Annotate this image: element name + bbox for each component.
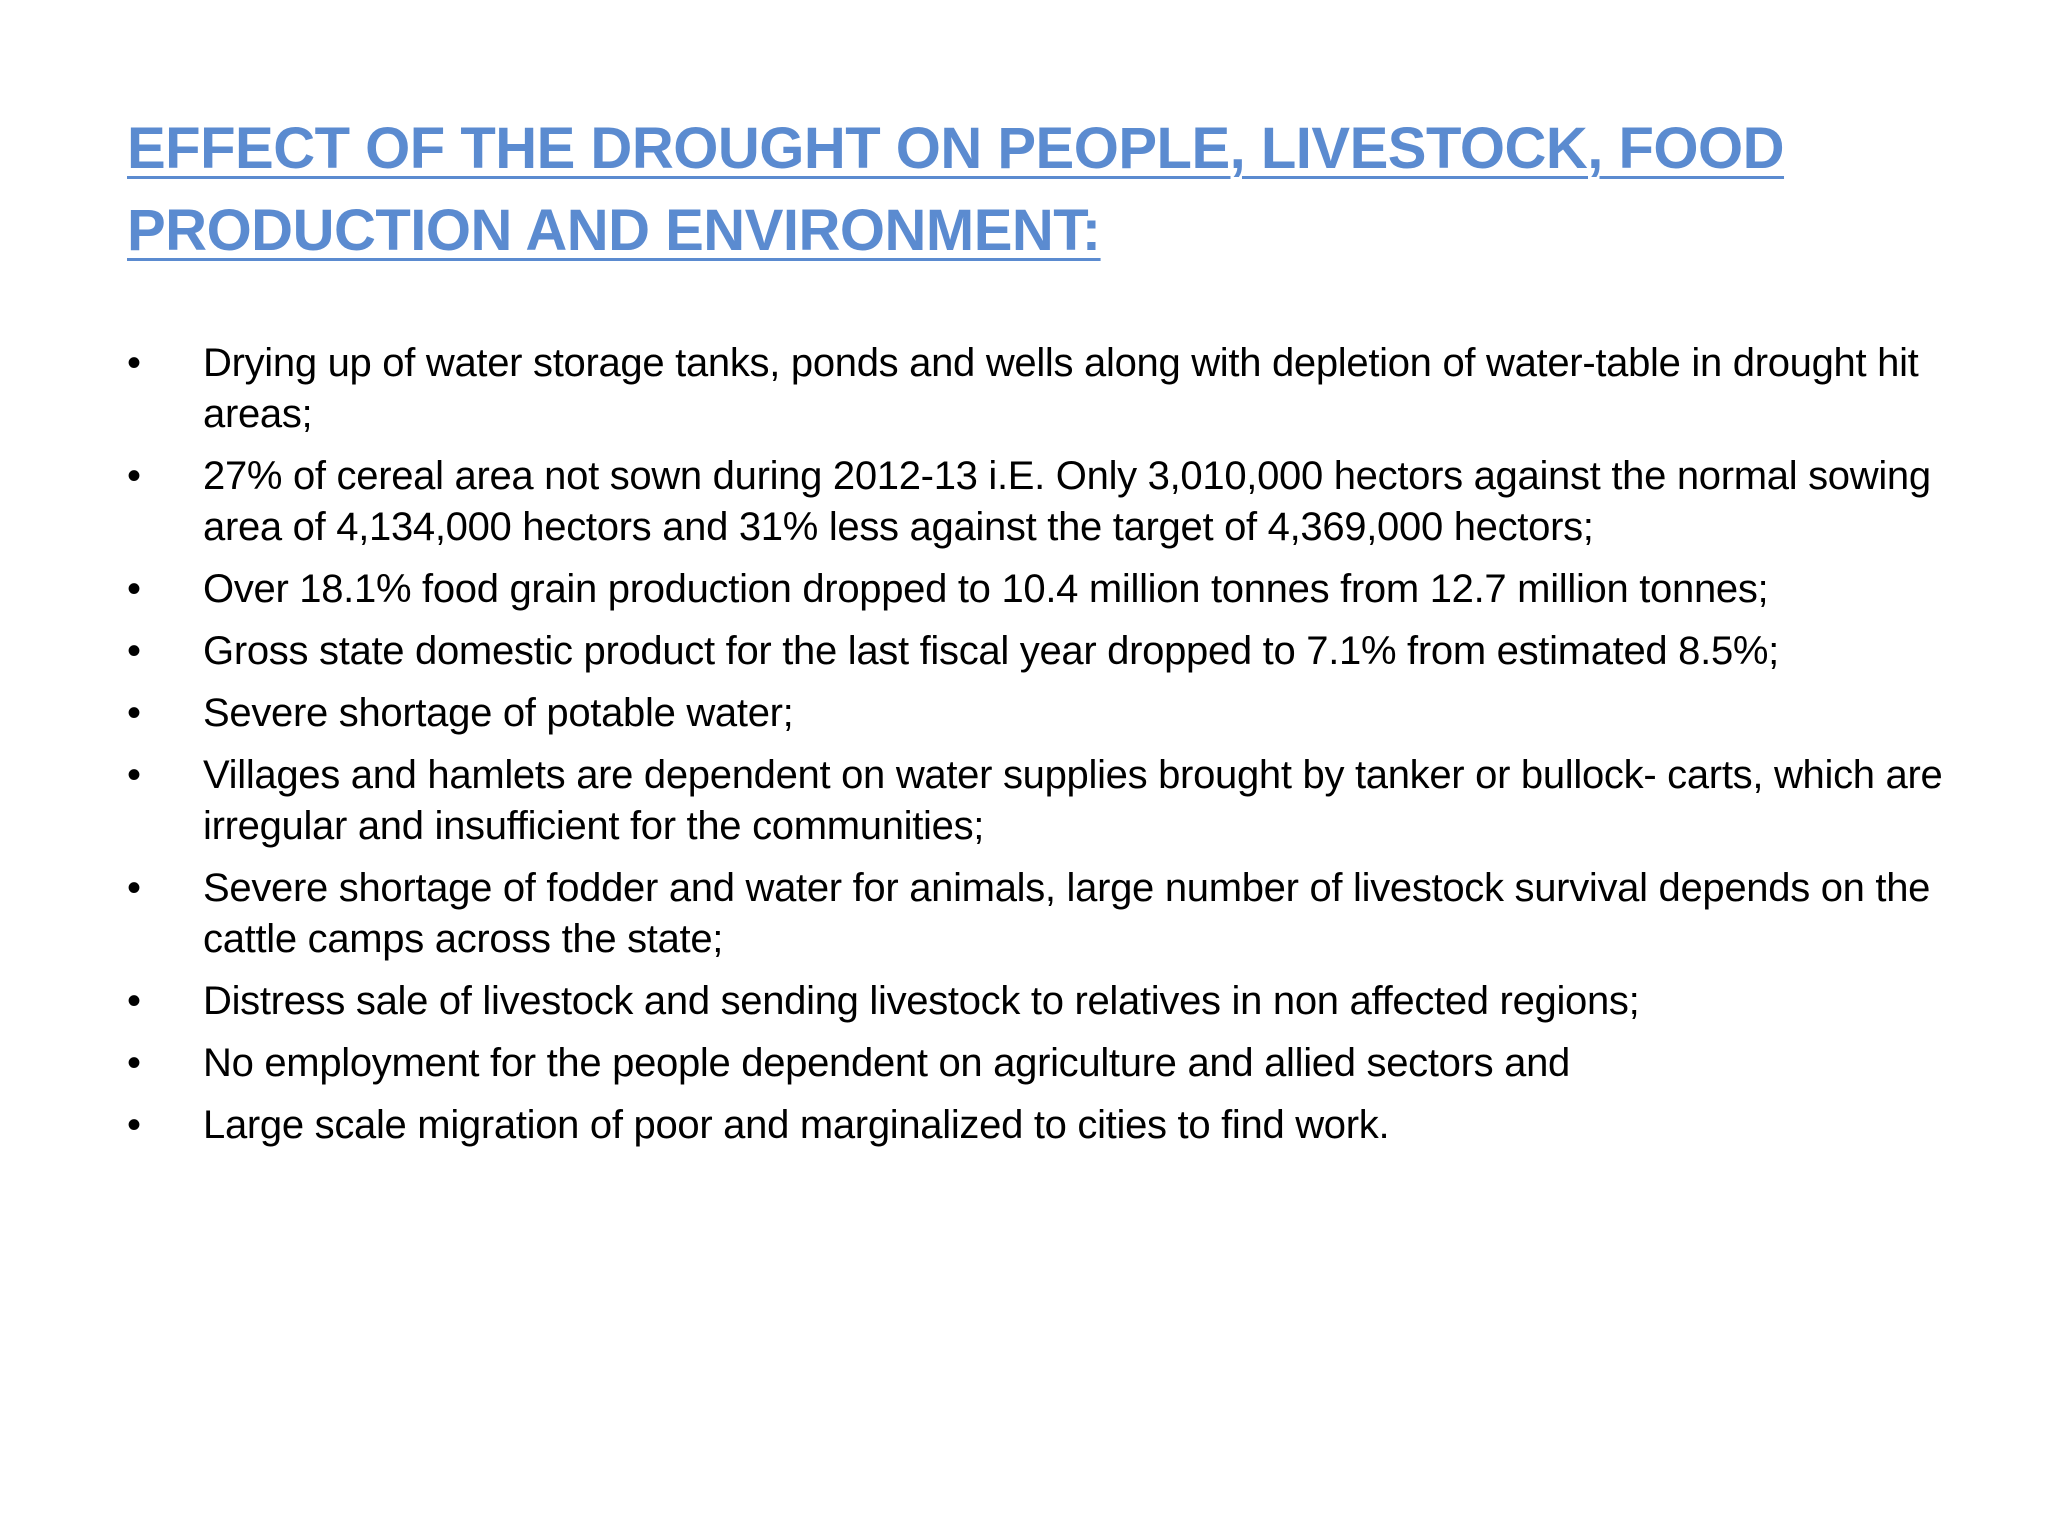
bullet-dot-icon: • xyxy=(127,1103,141,1147)
bullet-dot-icon: • xyxy=(127,979,141,1023)
bullet-text: Severe shortage of fodder and water for animals, large number of livestock survival depends on the cattle camps across the state; xyxy=(203,866,1931,961)
bullet-dot-icon: • xyxy=(127,1041,141,1085)
bullet-dot-icon: • xyxy=(127,454,141,498)
bullet-item-gsdp xyxy=(127,626,1977,677)
bullet-item-cereal-area xyxy=(127,451,1977,553)
bullet-item-potable-water xyxy=(127,688,1977,739)
bullet-text: Gross state domestic product for the last fiscal year dropped to 7.1% from estimated 8.5%; xyxy=(203,629,1779,673)
slide-title-line-1: EFFECT OF THE DROUGHT ON PEOPLE, LIVESTOCK, FOOD xyxy=(127,116,1785,181)
bullet-item-fodder-shortage xyxy=(127,863,1977,965)
bullet-dot-icon: • xyxy=(127,691,141,735)
bullet-dot-icon: • xyxy=(127,629,141,673)
bullet-item-food-grain xyxy=(127,564,1977,615)
bullet-text: Drying up of water storage tanks, ponds and wells along with depletion of water-table in drought hit areas; xyxy=(203,341,1919,436)
bullet-text: Severe shortage of potable water; xyxy=(203,691,794,735)
bullet-dot-icon: • xyxy=(127,567,141,611)
slide-title-line-2: PRODUCTION AND ENVIRONMENT: xyxy=(127,198,1101,263)
bullet-dot-icon: • xyxy=(127,866,141,910)
bullet-dot-icon: • xyxy=(127,753,141,797)
bullet-text: Villages and hamlets are dependent on water supplies brought by tanker or bullock- carts, which are irregular and insufficient for the communities; xyxy=(203,753,1943,848)
bullet-dot-icon: • xyxy=(127,341,141,385)
bullet-item-migration xyxy=(127,1100,1977,1151)
bullet-item-employment xyxy=(127,1038,1977,1089)
bullet-item-water-supplies xyxy=(127,750,1977,852)
bullet-text: Over 18.1% food grain production dropped to 10.4 million tonnes from 12.7 million tonnes; xyxy=(203,567,1769,611)
bullet-text: Large scale migration of poor and marginalized to cities to find work. xyxy=(203,1103,1390,1147)
slide-title xyxy=(127,108,1927,272)
bullet-item-water-storage xyxy=(127,338,1977,440)
bullet-text: No employment for the people dependent on agriculture and allied sectors and xyxy=(203,1041,1570,1085)
bullet-text: Distress sale of livestock and sending livestock to relatives in non affected regions; xyxy=(203,979,1640,1023)
bullet-text: 27% of cereal area not sown during 2012-13 i.E. Only 3,010,000 hectors against the normal sowing area of 4,134,000 hectors and 31% less against the target of 4,369,000 hectors; xyxy=(203,454,1931,549)
bullet-list xyxy=(127,338,1977,1162)
bullet-item-distress-sale xyxy=(127,976,1977,1027)
